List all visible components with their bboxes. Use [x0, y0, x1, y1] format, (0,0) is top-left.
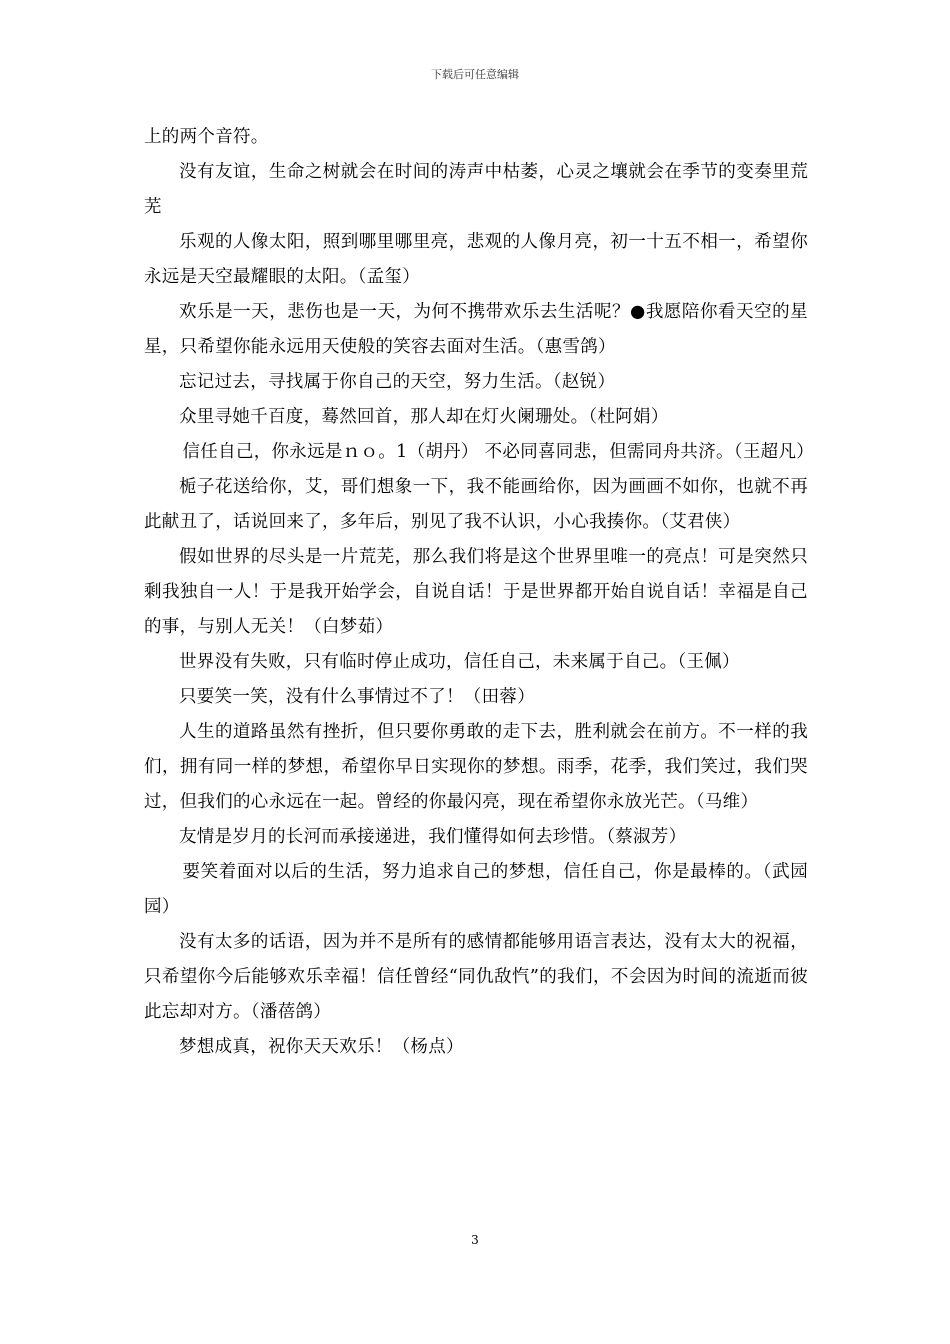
page-number: 3: [471, 1233, 479, 1247]
paragraph: 只要笑一笑，没有什么事情过不了！（田蓉）: [179, 687, 535, 707]
paragraph: 乐观的人像太阳，照到哪里哪里亮，悲观的人像月亮，初一十五不相一，希望你永远是天空最耀眼的太阳。（孟玺）: [144, 232, 808, 287]
paragraph: 没有太多的话语，因为并不是所有的感情都能够用语言表达，没有太大的祝福，只希望你今后能够欢乐幸福！信任曾经“同仇敌忾”的我们，不会因为时间的流逝而彼此忘却对方。（潘蓓鸽）: [144, 932, 808, 1022]
paragraph: 人生的道路虽然有挫折，但只要你勇敢的走下去，胜利就会在前方。不一样的我们，拥有同一样的梦想，希望你早日实现你的梦想。雨季，花季，我们笑过，我们哭过，但我们的心永远在一起。曾经的你最闪亮，现在希望你永放光芒。（马维）: [144, 722, 808, 812]
paragraph: 忘记过去，寻找属于你自己的天空，努力生活。（赵锐）: [179, 372, 616, 392]
paragraph: 上的两个音符。: [144, 127, 269, 147]
paragraph: 梦想成真，祝你天天欢乐！（杨点）: [179, 1037, 464, 1057]
paragraph: 假如世界的尽头是一片荒芜，那么我们将是这个世界里唯一的亮点！可是突然只剩我独自一人！于是我开始学会，自说自话！于是世界都开始自说自话！幸福是自己的事，与别人无关！（白梦茹）: [144, 547, 808, 637]
paragraph: 友情是岁月的长河而承接递进，我们懂得如何去珍惜。（蔡淑芳）: [179, 827, 687, 847]
paragraph: 栀子花送给你，艾，哥们想象一下，我不能画给你，因为画画不如你，也就不再此献丑了，话说回来了，多年后，别见了我不认识，小心我揍你。（艾君侠）: [144, 477, 808, 532]
paragraph: 要笑着面对以后的生活，努力追求自己的梦想，信任自己，你是最棒的。（武园园）: [144, 862, 808, 917]
paragraph: 欢乐是一天，悲伤也是一天，为何不携带欢乐去生活呢？●我愿陪你看天空的星星，只希望你能永远用天使般的笑容去面对生活。（惠雪鸽）: [144, 302, 808, 357]
page-header: 下载后可任意编辑: [431, 68, 519, 81]
paragraph: 世界没有失败，只有临时停止成功，信任自己，未来属于自己。（王佩）: [179, 652, 740, 672]
paragraph: 信任自己，你永远是ｎｏ。1（胡丹） 不必同喜同悲，但需同舟共济。（王超凡）: [182, 442, 815, 462]
paragraph: 众里寻她千百度，蓦然回首，那人却在灯火阑珊处。（杜阿娟）: [179, 407, 669, 427]
paragraph: 没有友谊，生命之树就会在时间的涛声中枯萎，心灵之壤就会在季节的变奏里荒芜: [144, 162, 808, 217]
document-body: [144, 120, 815, 1065]
